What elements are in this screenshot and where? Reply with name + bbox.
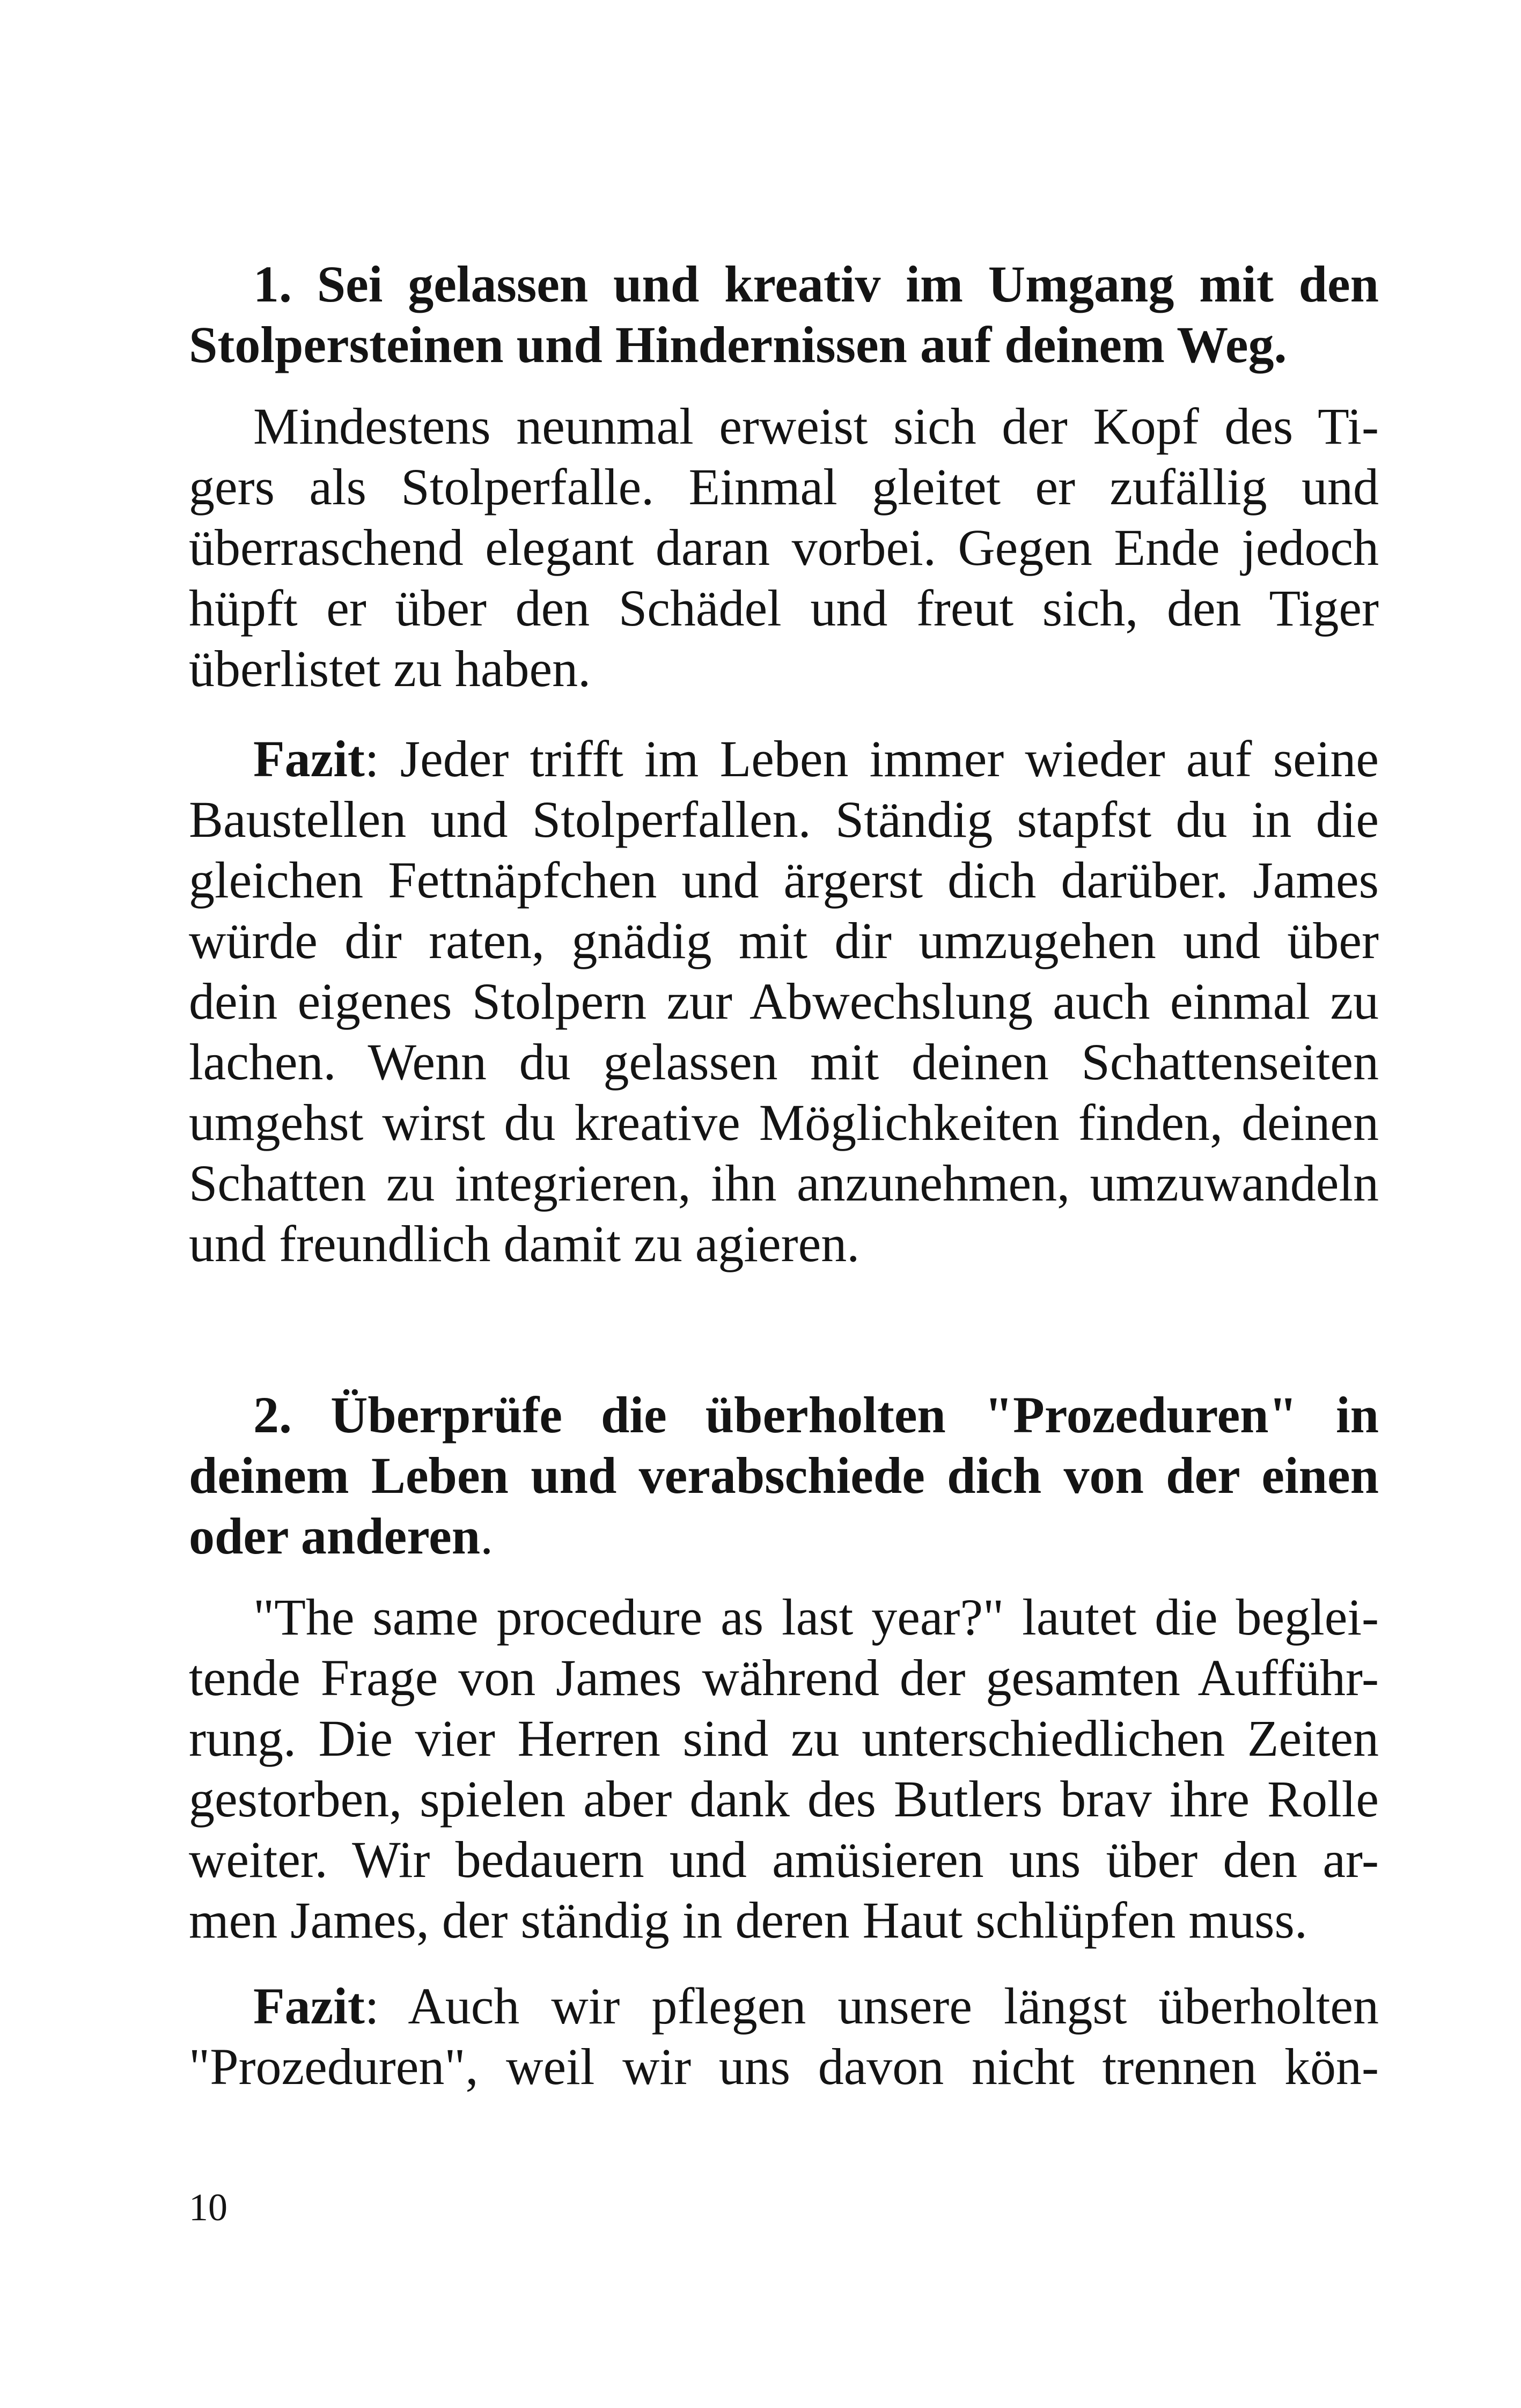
paragraph-line: überlistet zu haben. [189,640,591,697]
fazit-line: "Prozeduren", weil wir uns davon nicht trennen kön- [189,2038,1379,2095]
fazit-first-line [253,727,1379,791]
fazit-label: Fazit [253,730,365,787]
heading-text: oder anderen [189,1507,481,1565]
paragraph-line: überraschend elegant daran vorbei. Gegen Ende jedoch [189,519,1379,576]
fazit-label: Fazit [253,1977,365,2035]
fazit-text: : Jeder trifft im Leben immer wieder auf seine [364,730,1379,787]
fazit-text: : Auch wir pflegen unsere längst überholten [364,1977,1379,2035]
heading-line: deinem Leben und verabschiede dich von der einen [189,1447,1379,1504]
paragraph-line: men James, der ständig in deren Haut schlüpfen muss. [189,1891,1307,1949]
paragraph-line: tende Frage von James während der gesamten Aufführ- [189,1649,1379,1706]
paragraph-line: hüpft er über den Schädel und freut sich, den Tiger [189,579,1379,637]
page-number: 10 [189,2186,227,2229]
fazit-line: Schatten zu integrieren, ihn anzunehmen, umzuwandeln [189,1154,1379,1212]
paragraph-line: "The same procedure as last year?" lautet die beglei- [253,1588,1379,1646]
heading-line: Stolpersteinen und Hindernissen auf deinem Weg. [189,316,1287,373]
paragraph-line: gestorben, spielen aber dank des Butlers brav ihre Rolle [189,1770,1379,1828]
fazit-line: gleichen Fettnäpfchen und ärgerst dich darüber. James [189,851,1379,909]
fazit-line: lachen. Wenn du gelassen mit deinen Schattenseiten [189,1033,1379,1091]
fazit-line: und freundlich damit zu agieren. [189,1215,860,1272]
paragraph-line: gers als Stolperfalle. Einmal gleitet er zufällig und [189,458,1379,516]
heading-line: 2. Überprüfe die überholten "Prozeduren" in [253,1386,1379,1444]
fazit-line: umgehst wirst du kreative Möglichkeiten finden, deinen [189,1094,1379,1151]
paragraph-line: weiter. Wir bedauern und amüsieren uns über den ar- [189,1831,1379,1888]
fazit-line: Baustellen und Stolperfallen. Ständig stapfst du in die [189,791,1379,848]
heading-line-last [189,1504,1379,1568]
fazit-line: würde dir raten, gnädig mit dir umzugehen und über [189,912,1379,969]
heading-line: 1. Sei gelassen und kreativ im Umgang mit den [253,255,1379,313]
heading-period: . [480,1507,494,1565]
fazit-line: dein eigenes Stolpern zur Abwechslung auch einmal zu [189,973,1379,1030]
fazit-first-line [253,1974,1379,2038]
paragraph-line: Mindestens neunmal erweist sich der Kopf des Ti- [253,397,1379,455]
paragraph-line: rung. Die vier Herren sind zu unterschiedlichen Zeiten [189,1710,1379,1767]
